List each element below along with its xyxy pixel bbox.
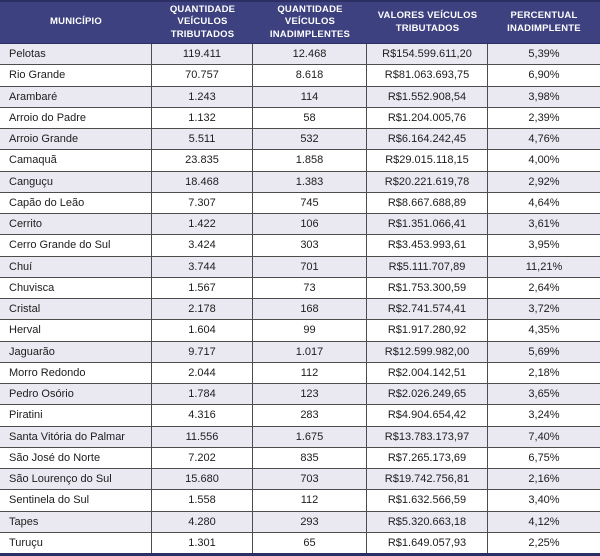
table-row xyxy=(0,341,600,362)
cell-municipio: Canguçu xyxy=(0,172,152,192)
cell-percentual-inadimplente: 2,18% xyxy=(528,366,560,379)
column-header-percentual: PERCENTUAL INADIMPLENTE xyxy=(507,10,581,34)
cell-valores-tributados: R$154.599.611,20 xyxy=(367,44,488,64)
cell-quantidade-inadimplentes: 106 xyxy=(253,214,367,234)
cell-valores-tributados: R$7.265.173,69 xyxy=(367,448,488,468)
column-header-municipio: MUNICÍPIO xyxy=(50,16,102,28)
table-row xyxy=(0,64,600,85)
cell-quantidade-tributados: 4.316 xyxy=(152,405,253,425)
cell-percentual-inadimplente: 6,75% xyxy=(528,451,560,464)
table-row xyxy=(0,447,600,468)
cell-quantidade-tributados: 1.784 xyxy=(152,384,253,404)
table-row xyxy=(0,277,600,298)
table-row xyxy=(0,489,600,510)
table-row xyxy=(0,192,600,213)
cell-quantidade-tributados: 7.202 xyxy=(152,448,253,468)
cell-valores-tributados: R$1.649.057,93 xyxy=(367,533,488,553)
cell-quantidade-tributados: 4.280 xyxy=(152,512,253,532)
cell-municipio: Pedro Osório xyxy=(0,384,152,404)
cell-percentual-inadimplente: 2,16% xyxy=(528,473,560,486)
table-row xyxy=(0,256,600,277)
cell-quantidade-inadimplentes: 701 xyxy=(253,257,367,277)
cell-quantidade-tributados: 1.243 xyxy=(152,87,253,107)
column-header-inadimplentes: QUANTIDADE VEÍCULOS INADIMPLENTES xyxy=(269,3,351,40)
cell-valores-tributados: R$1.917.280,92 xyxy=(367,320,488,340)
cell-municipio: Santa Vitória do Palmar xyxy=(0,427,152,447)
cell-percentual-inadimplente: 2,25% xyxy=(528,536,560,549)
table-row xyxy=(0,362,600,383)
cell-quantidade-inadimplentes: 1.017 xyxy=(253,342,367,362)
cell-percentual-inadimplente: 3,40% xyxy=(528,494,560,507)
cell-quantidade-inadimplentes: 8.618 xyxy=(253,65,367,85)
cell-municipio: Herval xyxy=(0,320,152,340)
cell-quantidade-tributados: 2.178 xyxy=(152,299,253,319)
cell-quantidade-inadimplentes: 1.675 xyxy=(253,427,367,447)
cell-percentual-inadimplente: 11,21% xyxy=(525,260,563,273)
cell-percentual-inadimplente: 2,64% xyxy=(528,281,560,294)
cell-quantidade-tributados: 70.757 xyxy=(152,65,253,85)
cell-valores-tributados: R$20.221.619,78 xyxy=(367,172,488,192)
table-body xyxy=(0,44,600,553)
cell-valores-tributados: R$1.753.300,59 xyxy=(367,278,488,298)
cell-valores-tributados: R$8.667.688,89 xyxy=(367,193,488,213)
cell-percentual-inadimplente: 2,39% xyxy=(528,111,560,124)
table-row xyxy=(0,149,600,170)
cell-percentual-inadimplente: 3,65% xyxy=(528,388,560,401)
cell-municipio: Capão do Leão xyxy=(0,193,152,213)
table-row xyxy=(0,171,600,192)
cell-municipio: Morro Redondo xyxy=(0,363,152,383)
cell-quantidade-inadimplentes: 65 xyxy=(253,533,367,553)
cell-municipio: Arroio Grande xyxy=(0,129,152,149)
cell-percentual-inadimplente: 3,72% xyxy=(528,303,560,316)
cell-municipio: São Lourenço do Sul xyxy=(0,469,152,489)
table-row xyxy=(0,426,600,447)
cell-quantidade-tributados: 1.604 xyxy=(152,320,253,340)
cell-quantidade-tributados: 3.744 xyxy=(152,257,253,277)
column-header-valores: VALORES VEÍCULOS TRIBUTADOS xyxy=(377,10,478,34)
cell-percentual-inadimplente: 3,61% xyxy=(528,218,560,231)
cell-percentual-inadimplente: 6,90% xyxy=(528,69,560,82)
column-header-tributados: QUANTIDADE VEÍCULOS TRIBUTADOS xyxy=(169,3,236,40)
cell-percentual-inadimplente: 4,76% xyxy=(528,133,560,146)
cell-quantidade-inadimplentes: 114 xyxy=(253,87,367,107)
cell-quantidade-tributados: 2.044 xyxy=(152,363,253,383)
cell-quantidade-tributados: 1.301 xyxy=(152,533,253,553)
cell-valores-tributados: R$12.599.982,00 xyxy=(367,342,488,362)
table-row xyxy=(0,532,600,553)
cell-municipio: Piratini xyxy=(0,405,152,425)
cell-percentual-inadimplente: 4,64% xyxy=(528,196,560,209)
cell-municipio: Camaquã xyxy=(0,150,152,170)
cell-valores-tributados: R$6.164.242,45 xyxy=(367,129,488,149)
cell-percentual-inadimplente: 3,95% xyxy=(528,239,560,252)
cell-municipio: Jaguarão xyxy=(0,342,152,362)
cell-percentual-inadimplente: 4,35% xyxy=(528,324,560,337)
cell-valores-tributados: R$1.204.005,76 xyxy=(367,108,488,128)
cell-valores-tributados: R$1.552.908,54 xyxy=(367,87,488,107)
cell-percentual-inadimplente: 4,00% xyxy=(528,154,560,167)
cell-quantidade-tributados: 7.307 xyxy=(152,193,253,213)
cell-quantidade-inadimplentes: 112 xyxy=(253,363,367,383)
cell-quantidade-tributados: 119.411 xyxy=(152,44,253,64)
cell-valores-tributados: R$5.111.707,89 xyxy=(367,257,488,277)
cell-valores-tributados: R$1.351.066,41 xyxy=(367,214,488,234)
cell-quantidade-tributados: 1.132 xyxy=(152,108,253,128)
cell-quantidade-inadimplentes: 12.468 xyxy=(253,44,367,64)
cell-municipio: São José do Norte xyxy=(0,448,152,468)
table-row xyxy=(0,511,600,532)
cell-municipio: Chuvisca xyxy=(0,278,152,298)
table-row xyxy=(0,319,600,340)
cell-valores-tributados: R$4.904.654,42 xyxy=(367,405,488,425)
cell-quantidade-tributados: 18.468 xyxy=(152,172,253,192)
cell-valores-tributados: R$2.026.249,65 xyxy=(367,384,488,404)
cell-quantidade-inadimplentes: 835 xyxy=(253,448,367,468)
cell-quantidade-inadimplentes: 168 xyxy=(253,299,367,319)
cell-quantidade-inadimplentes: 293 xyxy=(253,512,367,532)
table-row xyxy=(0,468,600,489)
cell-valores-tributados: R$5.320.663,18 xyxy=(367,512,488,532)
cell-municipio: Cristal xyxy=(0,299,152,319)
cell-quantidade-inadimplentes: 112 xyxy=(253,490,367,510)
cell-valores-tributados: R$1.632.566,59 xyxy=(367,490,488,510)
cell-municipio: Arambaré xyxy=(0,87,152,107)
cell-percentual-inadimplente: 3,98% xyxy=(528,90,560,103)
table-row xyxy=(0,128,600,149)
cell-municipio: Sentinela do Sul xyxy=(0,490,152,510)
table-row xyxy=(0,383,600,404)
cell-valores-tributados: R$81.063.693,75 xyxy=(367,65,488,85)
cell-quantidade-inadimplentes: 123 xyxy=(253,384,367,404)
table-row xyxy=(0,86,600,107)
cell-municipio: Chuí xyxy=(0,257,152,277)
cell-municipio: Tapes xyxy=(0,512,152,532)
cell-percentual-inadimplente: 3,24% xyxy=(528,409,560,422)
table-row xyxy=(0,298,600,319)
cell-quantidade-inadimplentes: 73 xyxy=(253,278,367,298)
cell-percentual-inadimplente: 5,69% xyxy=(528,345,560,358)
table-row xyxy=(0,234,600,255)
cell-valores-tributados: R$2.741.574,41 xyxy=(367,299,488,319)
table-row xyxy=(0,107,600,128)
table-row xyxy=(0,213,600,234)
table-row xyxy=(0,44,600,64)
cell-quantidade-inadimplentes: 1.858 xyxy=(253,150,367,170)
cell-percentual-inadimplente: 4,12% xyxy=(528,515,560,528)
cell-quantidade-inadimplentes: 303 xyxy=(253,235,367,255)
cell-valores-tributados: R$29.015.118,15 xyxy=(367,150,488,170)
cell-valores-tributados: R$3.453.993,61 xyxy=(367,235,488,255)
cell-percentual-inadimplente: 7,40% xyxy=(528,430,560,443)
cell-valores-tributados: R$19.742.756,81 xyxy=(367,469,488,489)
cell-municipio: Pelotas xyxy=(0,44,152,64)
cell-quantidade-tributados: 3.424 xyxy=(152,235,253,255)
cell-quantidade-tributados: 23.835 xyxy=(152,150,253,170)
cell-valores-tributados: R$2.004.142,51 xyxy=(367,363,488,383)
cell-quantidade-inadimplentes: 99 xyxy=(253,320,367,340)
cell-quantidade-inadimplentes: 1.383 xyxy=(253,172,367,192)
cell-valores-tributados: R$13.783.173,97 xyxy=(367,427,488,447)
cell-quantidade-inadimplentes: 283 xyxy=(253,405,367,425)
cell-municipio: Cerro Grande do Sul xyxy=(0,235,152,255)
cell-quantidade-tributados: 1.567 xyxy=(152,278,253,298)
cell-quantidade-inadimplentes: 58 xyxy=(253,108,367,128)
cell-quantidade-tributados: 9.717 xyxy=(152,342,253,362)
cell-quantidade-tributados: 15.680 xyxy=(152,469,253,489)
cell-municipio: Turuçu xyxy=(0,533,152,553)
cell-percentual-inadimplente: 2,92% xyxy=(528,175,560,188)
cell-quantidade-inadimplentes: 532 xyxy=(253,129,367,149)
cell-municipio: Arroio do Padre xyxy=(0,108,152,128)
cell-quantidade-tributados: 11.556 xyxy=(152,427,253,447)
cell-quantidade-inadimplentes: 703 xyxy=(253,469,367,489)
cell-municipio: Rio Grande xyxy=(0,65,152,85)
cell-percentual-inadimplente: 5,39% xyxy=(528,48,560,61)
table-header-row xyxy=(0,0,600,44)
cell-municipio: Cerrito xyxy=(0,214,152,234)
cell-quantidade-tributados: 5.511 xyxy=(152,129,253,149)
table-row xyxy=(0,404,600,425)
cell-quantidade-tributados: 1.422 xyxy=(152,214,253,234)
cell-quantidade-tributados: 1.558 xyxy=(152,490,253,510)
cell-quantidade-inadimplentes: 745 xyxy=(253,193,367,213)
